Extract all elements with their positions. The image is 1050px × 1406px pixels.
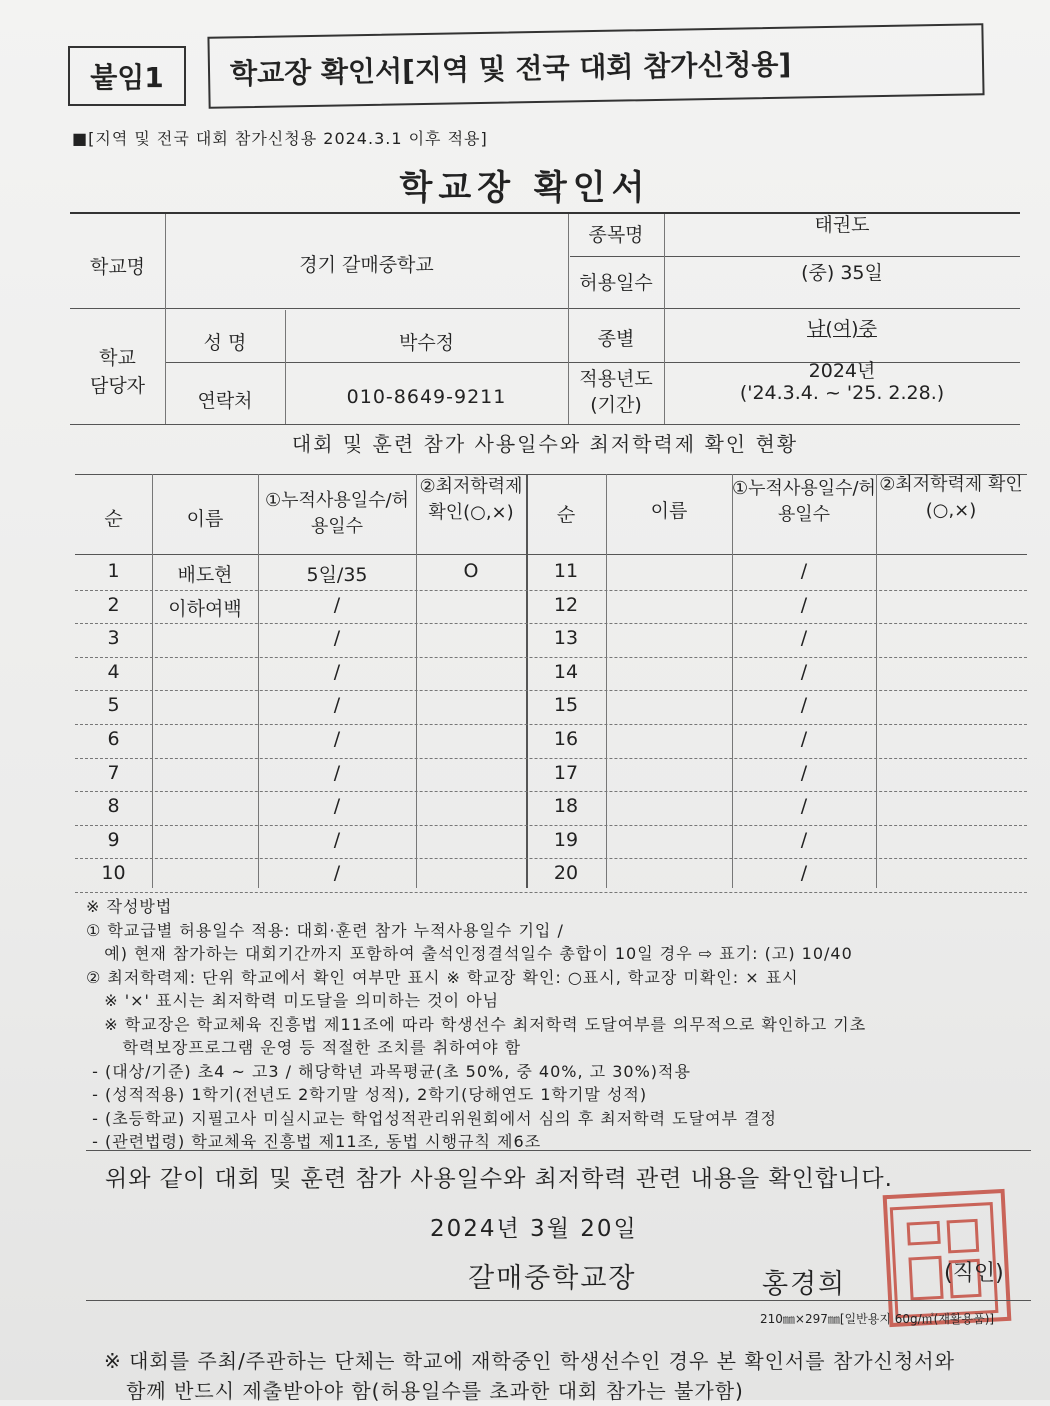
cell-days: / bbox=[800, 862, 808, 885]
gender-label: 종별 bbox=[597, 328, 635, 350]
principal-title: 갈매중학교장 bbox=[468, 1263, 637, 1294]
manager-label: 학교 담당자 bbox=[89, 347, 146, 397]
cell-days: / bbox=[800, 593, 808, 616]
row-rule bbox=[75, 623, 1027, 624]
cell-days: 5일/35 bbox=[306, 564, 368, 586]
cell-days: / bbox=[800, 828, 808, 851]
cell-no: 15 bbox=[553, 694, 579, 717]
gender-value: 남(여)중 bbox=[807, 318, 877, 340]
header-no: 순 bbox=[104, 508, 123, 530]
footer-note bbox=[104, 1346, 955, 1406]
cell-no: 14 bbox=[553, 660, 579, 683]
cell-no: 5 bbox=[107, 694, 120, 717]
name-value: 박수정 bbox=[398, 332, 455, 354]
note-line: - (관련법령) 학교체육 진흥법 제11조, 동법 시행규칙 제6조 bbox=[86, 1132, 542, 1151]
cell-days: / bbox=[333, 660, 341, 683]
row-rule bbox=[75, 825, 1027, 826]
sport-label: 종목명 bbox=[588, 224, 644, 246]
notes-bottom-rule bbox=[86, 1150, 1031, 1151]
title-box: 학교장 확인서[지역 및 전국 대회 참가신청용] bbox=[207, 23, 984, 109]
status-divider bbox=[152, 474, 153, 888]
cell-no: 9 bbox=[107, 828, 120, 851]
cell-days: / bbox=[800, 728, 808, 750]
cell-no: 18 bbox=[553, 795, 579, 818]
cell-no: 3 bbox=[107, 627, 120, 650]
header-no: 순 bbox=[556, 504, 576, 526]
status-header-rule bbox=[75, 554, 1027, 555]
header-days: ①누적사용일수/허용일수 bbox=[732, 478, 876, 525]
cell-no: 6 bbox=[107, 728, 120, 750]
row-rule bbox=[75, 690, 1027, 691]
cell-no: 10 bbox=[101, 862, 126, 885]
cell-no: 19 bbox=[553, 828, 579, 851]
cell-days: / bbox=[333, 627, 341, 650]
note-line: ※ '×' 표시는 최저학력 미도달을 의미하는 것이 아님 bbox=[86, 991, 500, 1010]
row-rule bbox=[75, 724, 1027, 725]
year-value: 2024년 bbox=[808, 360, 876, 382]
cell-days: / bbox=[333, 795, 341, 818]
cell-days: / bbox=[800, 694, 808, 717]
confirm-statement: 위와 같이 대회 및 훈련 참가 사용일수와 최저학력 관련 내용을 확인합니다. bbox=[105, 1166, 893, 1192]
status-divider bbox=[606, 474, 607, 888]
row-rule bbox=[75, 791, 1027, 792]
name-label: 성 명 bbox=[203, 332, 247, 354]
note-line: - (초등학교) 지필고사 미실시교는 학업성적관리위원회에서 심의 후 최저학력 도달여부 결정 bbox=[86, 1108, 777, 1128]
note-line: ② 최저학력제: 단위 학교에서 확인 여부만 표시 ※ 학교장 확인: ○표시, 학교장 미확인: × 표시 bbox=[86, 967, 799, 987]
header-name: 이름 bbox=[650, 500, 688, 522]
seal-label: (직인) bbox=[944, 1261, 1004, 1286]
cell-days: / bbox=[333, 862, 341, 885]
signature-rule bbox=[86, 1300, 1031, 1301]
row-rule bbox=[75, 590, 1027, 591]
cell-no: 17 bbox=[553, 761, 579, 784]
contact-value: 010-8649-9211 bbox=[346, 386, 507, 408]
cell-no: 11 bbox=[553, 560, 579, 582]
cell-no: 1 bbox=[107, 560, 120, 582]
contact-label: 연락처 bbox=[197, 390, 253, 412]
header-academic: ②최저학력제 확인(○,×) bbox=[419, 476, 523, 523]
cell-days: / bbox=[800, 560, 808, 582]
cell-days: / bbox=[333, 828, 341, 851]
attachment-label: 붙임1 bbox=[68, 46, 186, 106]
status-divider bbox=[416, 474, 417, 888]
cell-days: / bbox=[333, 728, 341, 750]
school-value: 경기 갈매중학교 bbox=[299, 254, 434, 276]
cell-days: / bbox=[800, 761, 808, 784]
row-rule bbox=[75, 892, 1027, 893]
school-label: 학교명 bbox=[89, 256, 146, 278]
cell-days: / bbox=[333, 694, 341, 717]
cell-days: / bbox=[800, 795, 808, 818]
signature-date: 2024년 3월 20일 bbox=[430, 1216, 638, 1242]
cell-days: / bbox=[333, 593, 341, 616]
note-line: 예) 현재 참가하는 대회기간까지 포함하여 출석인정결석일수 총합이 10일 경우 ⇨ 표기: (고) 10/40 bbox=[86, 944, 853, 963]
info-rule bbox=[70, 424, 1020, 425]
row-rule bbox=[75, 657, 1027, 658]
cell-no: 2 bbox=[107, 593, 120, 616]
year-label: 적용년도 (기간) bbox=[579, 368, 653, 416]
cell-no: 13 bbox=[553, 627, 579, 650]
status-heading: 대회 및 훈련 참가 사용일수와 최저학력제 확인 현황 bbox=[291, 432, 799, 456]
principal-name: 홍경희 bbox=[762, 1269, 847, 1300]
paper-size: 210㎜×297㎜[일반용지 60g/㎡(재활용품)] bbox=[760, 1312, 995, 1326]
note-line: - (성적적용) 1학기(전년도 2학기말 성적), 2학기(당해연도 1학기말 성적) bbox=[86, 1085, 648, 1104]
footer-line: ※ 대회를 주최/주관하는 단체는 학교에 재학중인 학생선수인 경우 본 확인서를 참가신청서와 bbox=[104, 1349, 955, 1373]
period-value: ('24.3.4. ~ '25. 2.28.) bbox=[739, 382, 945, 404]
cell-no: 16 bbox=[553, 728, 579, 750]
note-line: 학력보장프로그램 운영 등 적절한 조치를 취하여야 함 bbox=[86, 1038, 522, 1057]
note-line: - (대상/기준) 초4 ~ 고3 / 해당학년 과목평균(초 50%, 중 40%, 고 30%)적용 bbox=[86, 1061, 691, 1081]
cell-no: 20 bbox=[553, 862, 579, 885]
row-rule bbox=[75, 858, 1027, 859]
cell-no: 12 bbox=[553, 593, 579, 616]
header-academic: ②최저학력제 확인(○,×) bbox=[879, 474, 1023, 521]
info-rule bbox=[70, 308, 1020, 309]
allowed-days-label: 허용일수 bbox=[579, 272, 653, 294]
cell-no: 4 bbox=[107, 660, 120, 683]
cell-name: 배도현 bbox=[177, 564, 233, 586]
page-title: 학교장 확인서 bbox=[399, 168, 651, 208]
footer-line: 함께 반드시 제출받아야 함(허용일수를 초과한 대회 참가는 불가함) bbox=[104, 1379, 744, 1403]
sport-value: 태권도 bbox=[814, 214, 870, 236]
cell-days: / bbox=[333, 761, 341, 784]
cell-name: 이하여백 bbox=[168, 597, 242, 620]
cell-days: / bbox=[800, 627, 808, 650]
cell-no: 8 bbox=[107, 795, 120, 818]
cell-days: / bbox=[800, 660, 808, 683]
note-line: ※ 학교장은 학교체육 진흥법 제11조에 따라 학생선수 최저학력 도달여부를 의무적으로 확인하고 기초 bbox=[86, 1014, 867, 1034]
row-rule bbox=[75, 758, 1027, 759]
top-note: ■[지역 및 전국 대회 참가신청용 2024.3.1 이후 적용] bbox=[72, 129, 488, 148]
header-name: 이름 bbox=[186, 508, 224, 530]
cell-academic: O bbox=[463, 560, 479, 582]
info-rule bbox=[570, 256, 1020, 257]
note-line: ※ 작성방법 bbox=[86, 897, 173, 916]
status-divider bbox=[876, 474, 877, 888]
allowed-days-value: (중) 35일 bbox=[801, 262, 883, 284]
cell-no: 7 bbox=[107, 761, 120, 784]
note-line: ① 학교급별 허용일수 적용: 대회·훈련 참가 누적사용일수 기입 / bbox=[86, 920, 564, 940]
header-days: ①누적사용일수/허용일수 bbox=[265, 490, 409, 537]
